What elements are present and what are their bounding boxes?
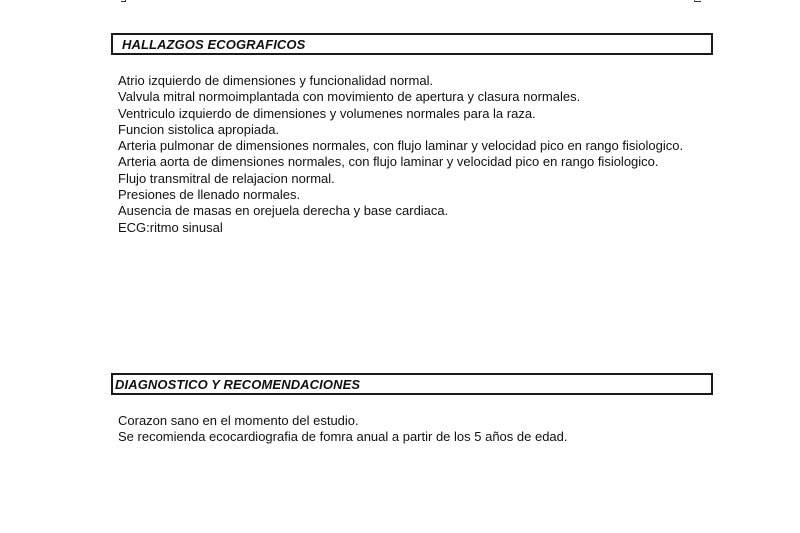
diagnosis-line: Corazon sano en el momento del estudio. [118, 413, 359, 428]
finding-line: Presiones de llenado normales. [118, 187, 301, 203]
finding-line: Atrio izquierdo de dimensiones y funcionalidad normal. [118, 73, 434, 88]
finding-line: ECG:ritmo sinusal [118, 219, 223, 235]
findings-section-title: HALLAZGOS ECOGRAFICOS [122, 36, 306, 52]
diagnosis-section-header [111, 373, 713, 395]
diagnosis-list [118, 413, 568, 446]
finding-line: Valvula mitral normoimplantada con movimiento de apertura y clasura normales. [118, 89, 581, 105]
diagnosis-line: Se recomienda ecocardiografia de fomra anual a partir de los 5 años de edad. [118, 429, 568, 445]
finding-line: Funcion sistolica apropiada. [118, 121, 280, 137]
findings-list [118, 73, 683, 236]
top-edge-mark-left [121, 0, 126, 2]
finding-line: Arteria aorta de dimensiones normales, con flujo laminar y velocidad pico en rango fisiologico. [118, 154, 659, 170]
finding-line: Ausencia de masas en orejuela derecha y base cardiaca. [118, 203, 449, 219]
finding-line: Ventriculo izquierdo de dimensiones y volumenes normales para la raza. [118, 105, 536, 121]
finding-line: Flujo transmitral de relajacion normal. [118, 170, 335, 186]
finding-line: Arteria pulmonar de dimensiones normales, con flujo laminar y velocidad pico en rango fisiologico. [118, 138, 684, 154]
diagnosis-section-title: DIAGNOSTICO Y RECOMENDACIONES [115, 376, 361, 392]
top-edge-mark-right [694, 0, 701, 2]
findings-section-header [111, 33, 713, 55]
